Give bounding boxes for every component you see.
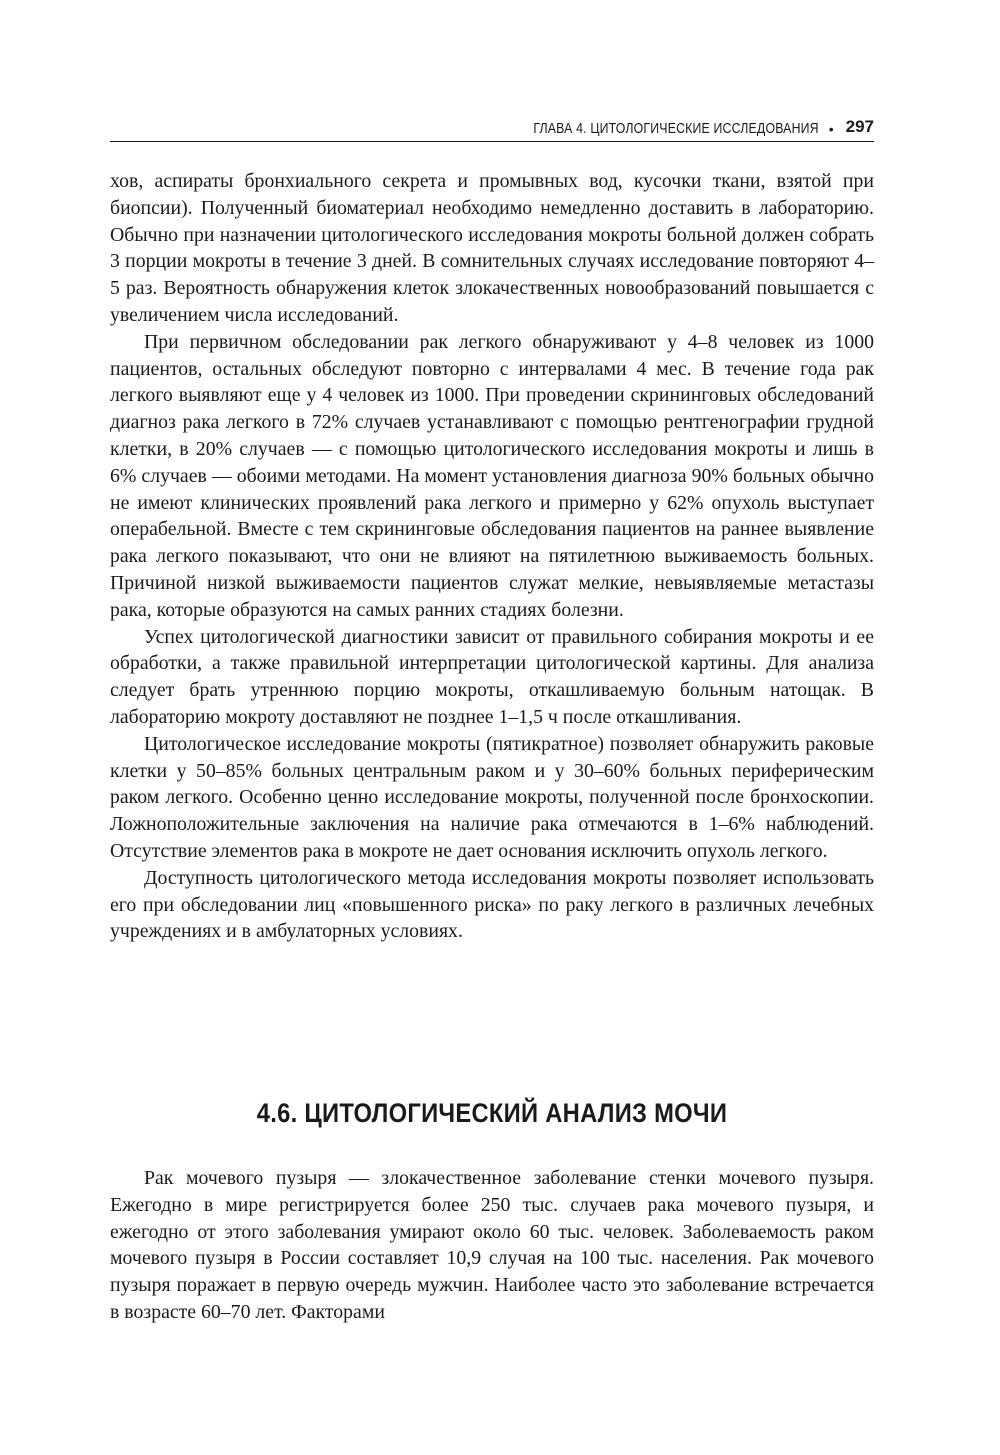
page-header <box>110 108 874 142</box>
paragraph: Цитологическое исследование мокроты (пятикратное) позволяет обнаружить раковые клетки у 50–85% больных центральным раком и у 30–60% больных периферическим раком легкого. Особенно ценно исследование мокроты, полученной после бронхоскопии. Ложноположительные заключения на наличие рака отмечаются в 1–6% наблюдений. Отсутствие элементов рака в мокроте не дает основания исключить опухоль легкого. <box>110 732 874 862</box>
section-heading: 4.6. ЦИТОЛОГИЧЕСКИЙ АНАЛИЗ МОЧИ <box>256 1098 728 1128</box>
page-number: 297 <box>845 117 874 136</box>
paragraph-continued: хов, аспираты бронхиального секрета и промывных вод, кусочки ткани, взятой при биопсии). Полученный биоматериал необходимо немедленно доставить в лабораторию. Обычно при назначении цитологического исследования мокроты больной должен собрать 3 порции мокроты в течение 3 дней. В сомнительных случаях исследование повторяют 4–5 раз. Вероятность обнаружения клеток злокачественных новообразований повышается с увеличением числа исследований. <box>110 170 874 326</box>
paragraph: При первичном обследовании рак легкого обнаруживают у 4–8 человек из 1000 пациентов, остальных обследуют повторно с интервалами 4 мес. В течение года рак легкого выявляют еще у 4 человек из 1000. При проведении скрининговых обследований диагноз рака легкого в 72% случаев устанавливают с помощью рентгенографии грудной клетки, в 20% случаев — с помощью цитологического исследования мокроты и лишь в 6% случаев — обоими методами. На момент установления диагноза 90% больных обычно не имеют клинических проявлений рака легкого и примерно у 62% опухоль выступает операбельной. Вместе с тем скрининговые обследования пациентов на раннее выявление рака легкого показывают, что они не влияют на пятилетнюю выживаемость больных. Причиной низкой выживаемости пациентов служат мелкие, невыявляемые метастазы рака, которые образуются на самых ранних стадиях болезни. <box>110 330 874 621</box>
paragraph: Рак мочевого пузыря — злокачественное заболевание стенки мочевого пузыря. Ежегодно в мире регистрируется более 250 тыс. случаев рака мочевого пузыря, и ежегодно от этого заболевания умирают около 60 тыс. человек. Заболеваемость раком мочевого пузыря в России составляет 10,9 случая на 100 тыс. населения. Рак мочевого пузыря поражает в первую очередь мужчин. Наиболее часто это заболевание встречается в возрасте 60–70 лет. Факторами <box>110 1167 874 1323</box>
header-separator-dot: • <box>828 121 834 137</box>
running-title: ГЛАВА 4. ЦИТОЛОГИЧЕСКИЕ ИССЛЕДОВАНИЯ <box>533 121 819 137</box>
paragraph: Доступность цитологического метода исследования мокроты позволяет использовать его при обследовании лиц «повышенного риска» по раку легкого в различных лечебных учреждениях и в амбулаторных условиях. <box>110 866 874 943</box>
paragraph: Успех цитологической диагностики зависит от правильного собирания мокроты и ее обработки, а также правильной интерпретации цитологической картины. Для анализа следует брать утреннюю порцию мокроты, откашливаемую больным натощак. В лабораторию мокроту доставляют не позднее 1–1,5 ч после откашливания. <box>110 625 874 728</box>
body-text-section <box>110 1165 874 1326</box>
body-text-top <box>110 168 874 945</box>
